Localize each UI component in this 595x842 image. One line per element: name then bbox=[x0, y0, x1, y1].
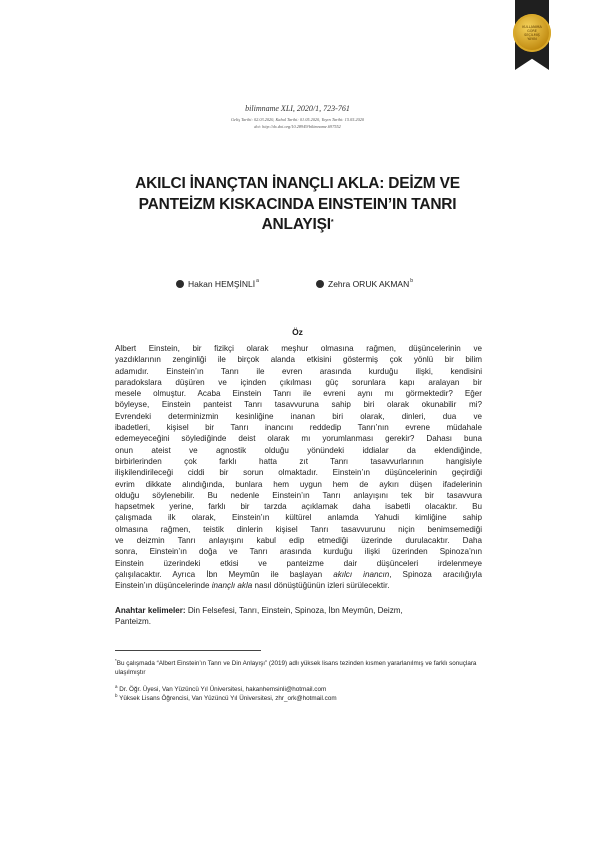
abstract-line: edemeyeceğini söylediğinde deist olarak mı yorumlanması gerekir? Dahası buna bbox=[115, 434, 482, 444]
abstract-line: Albert Einstein, bir fizikçi olarak meşhur olmasına rağmen, düşüncelerinin ve bbox=[115, 344, 482, 353]
article-title bbox=[110, 174, 485, 236]
abstract-line: Einstein üzerindeki etkisi ve panteizme dair düşünceleri irdelenmeye bbox=[115, 558, 482, 568]
author-1 bbox=[176, 279, 259, 289]
footnote-divider bbox=[115, 650, 261, 651]
abstract-line: onun ateist ve agnostik olduğu yönündeki iddialar da eklendiğinde, bbox=[115, 445, 482, 455]
title-line: AKILCI İNANÇTAN İNANÇLI AKLA: DEİZM VE bbox=[135, 175, 460, 192]
abstract-line: Einstein’ın düşüncelerinde inançlı akla nasıl dönüştüğünün izleri sürülecektir. bbox=[115, 581, 390, 591]
keywords bbox=[115, 605, 482, 628]
orcid-icon[interactable] bbox=[176, 280, 184, 288]
article-dates: Geliş Tarihi: 02.03.2020, Kabul Tarihi: 01.05.2020, Yayın Tarihi: 15.05.2020 bbox=[230, 117, 365, 122]
seal-ribbon-badge bbox=[513, 0, 551, 72]
abstract-line: hapsetmek yerine, farklı bir tarzda açıklamak daha isabetli olacaktır. Bu bbox=[115, 502, 482, 512]
abstract-line: birbirlerinden çok farklı hatta zıt Tanrı tasavvurlarının hangisiyle bbox=[115, 456, 482, 466]
title-footnote-mark: * bbox=[330, 219, 334, 226]
abstract-line: çalışılacaktır. Ayrıca İbn Meymûn ile başlayan akılcı inancın, Spinoza aracılığıyla bbox=[115, 569, 482, 579]
abstract-line: ilişkilendirileceği ciddi bir sorun olmaktadır. Einstein’ın düşüncelerinin geçirdiği bbox=[115, 468, 482, 478]
abstract-line: olduğu söylenebilir. Bu nedenle Einstein’ın Tanrı anlayışını tek bir tasavvura bbox=[115, 490, 482, 500]
emphasis: inançlı akla bbox=[211, 581, 253, 591]
keywords-list-cont: Panteizm. bbox=[115, 617, 151, 627]
abstract-line: ve deizmin Tanrı anlayışını kabul edip etmediği üzerinde durulacaktır. Daha bbox=[115, 536, 482, 546]
author-affiliation-mark: a bbox=[256, 278, 259, 284]
abstract-line: yazdıklarının zenginliği ile birçok alanda etkisini göstermiş çok yönlü bir bilim bbox=[115, 355, 482, 365]
abstract-line: Evrendeki determinizmin kesinliğine inanan biri olarak, dinleri, dua ve bbox=[115, 411, 482, 421]
abstract-line: ibadetleri, kişisel bir Tanrı inancını reddedip Tanrı’nın evrene müdahale bbox=[115, 423, 482, 433]
footnote-3: $^b$ Yüksek Lisans Öğrencisi, Van Yüzüncü Yıl Üniversitesi, zhr_ork@hotmail.com bbox=[115, 693, 337, 703]
author-2 bbox=[316, 279, 413, 289]
abstract-line: çalışmada ilk olarak, Einstein’ın kültürel anlamda Yahudi kimliğine sahip bbox=[115, 513, 482, 523]
abstract-body bbox=[115, 343, 482, 592]
abstract-heading: Öz bbox=[292, 327, 303, 337]
abstract-line: sonra, Einstein’ın doğa ve Tanrı arasında kurduğu ilişki üzerinden Spinoza’nın bbox=[115, 547, 482, 557]
abstract-line: adamıdır. Einstein’ın Tanrı ile evren arasında kurduğu ilişki, kendisini bbox=[115, 366, 482, 376]
abstract-line: böyleyse, Einstein panteist Tanrı tasavvuruna sahip biri olarak okunabilir mi? bbox=[115, 400, 482, 410]
keywords-label: Anahtar kelimeler: bbox=[115, 606, 186, 615]
author-affiliation-mark: b bbox=[410, 278, 414, 284]
footnote-1: *Bu çalışmada “Albert Einstein’ın Tanrı ve Din Anlayışı” (2019) adlı yüksek lisans tezinden kısmen yararlanılmış ve farklı sonuçlara ulaşılmıştır bbox=[115, 658, 477, 676]
article-doi: doi: http://dx.doi.org/10.28949/bilimname.697552 bbox=[254, 124, 341, 129]
abstract-line: evrim dikkate alındığında, bunlara hem uygun hem de aykırı düşen ifadelerinin bbox=[115, 479, 482, 489]
emphasis: akılcı inancın bbox=[333, 569, 390, 579]
gold-seal-icon: KULLANIMA GÖRE SEÇİLMİŞ YAYIN bbox=[513, 14, 551, 52]
keywords-list: Din Felsefesi, Tanrı, Einstein, Spinoza, İbn Meymûn, Deizm, bbox=[185, 606, 403, 615]
title-line: ANLAYIŞI* bbox=[261, 216, 334, 233]
title-line: PANTEİZM KISKACINDA EINSTEIN’IN TANRI bbox=[138, 195, 457, 213]
abstract-line: mesele olmuştur. Acaba Einstein Tanrı ile evreni aynı mı görmektedir? Eğer bbox=[115, 389, 482, 399]
author-name: Zehra ORUK AKMAN bbox=[328, 279, 410, 289]
abstract-line: paradokslara düşüren ve içinden çıkılması güç sorunlara kapı aralayan bir bbox=[115, 377, 482, 387]
journal-citation: bilimname XLI, 2020/1, 723-761 bbox=[245, 104, 350, 113]
author-name: Hakan HEMŞİNLİ bbox=[188, 279, 256, 289]
footnote-2: $^a$ Dr. Öğr. Üyesi, Van Yüzüncü Yıl Üniversitesi, hakanhemsinli@hotmail.com bbox=[115, 684, 327, 694]
orcid-icon[interactable] bbox=[316, 280, 324, 288]
abstract-line: olmasına rağmen, teistik dinlerin kişisel Tanrı tasavvurunu niçin benimsemediği bbox=[115, 524, 482, 534]
